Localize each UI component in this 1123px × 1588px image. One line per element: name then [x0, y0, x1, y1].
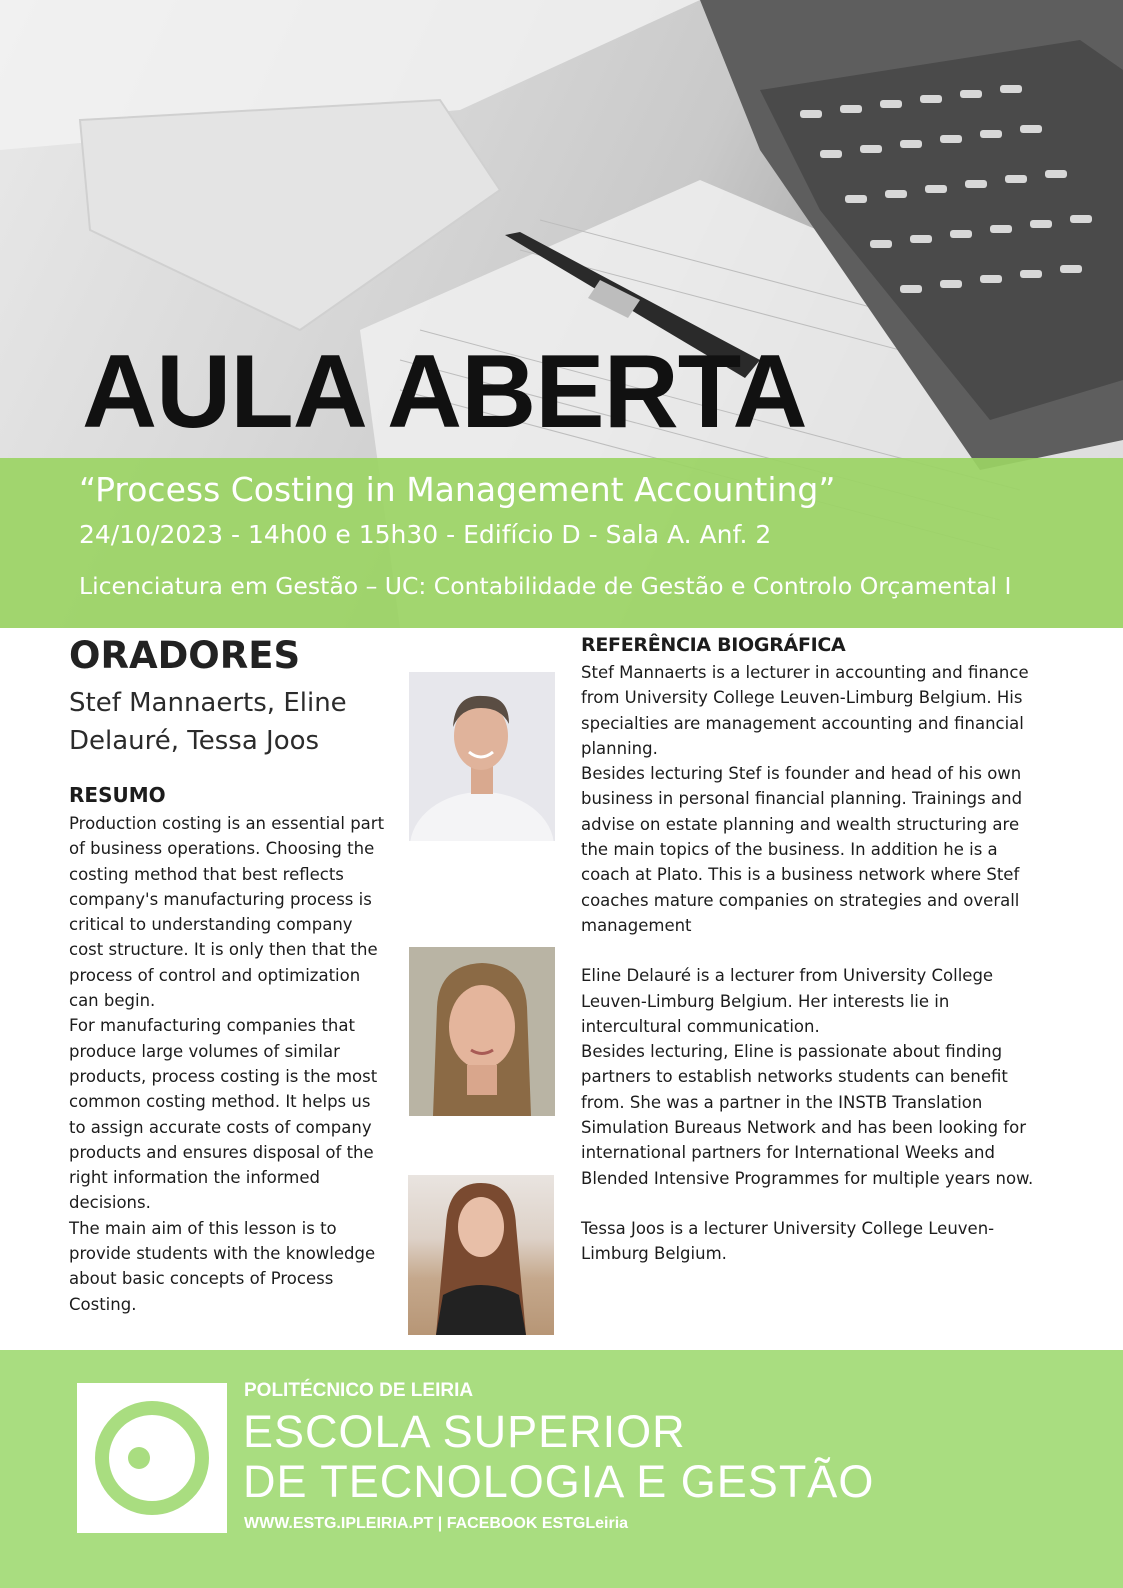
summary-paragraph: The main aim of this lesson is to provide students with the knowledge about basic concepts of Process Costing. — [69, 1218, 376, 1314]
summary-text — [69, 811, 385, 1317]
bio-paragraph-eline: Eline Delauré is a lecturer from University College Leuven-Limburg Belgium. Her interests lie in intercultural communication. — [581, 966, 994, 1036]
event-title: AULA ABERTA — [82, 334, 807, 450]
school-name-line2: DE TECNOLOGIA E GESTÃO — [243, 1456, 875, 1507]
header-banner — [0, 0, 1123, 628]
bio-text — [581, 660, 1036, 1267]
bio-paragraph-eline: Besides lecturing, Eline is passionate about finding partners to establish networks students can benefit from. She was a partner in the INSTB Translation Simulation Bureaus Network and has been looking for international partners for International Weeks and Blended Intensive Programmes for multiple years now. — [581, 1042, 1034, 1188]
bio-heading: REFERÊNCIA BIOGRÁFICA — [581, 634, 846, 656]
speaker-photo-tessa — [408, 1175, 554, 1335]
school-logo — [77, 1383, 227, 1533]
talk-title: “Process Costing in Management Accounting” — [79, 470, 836, 509]
event-info-band — [0, 458, 1123, 628]
speaker-photo-stef — [409, 672, 555, 841]
summary-paragraph: For manufacturing companies that produce large volumes of similar products, process costing is the most common costing method. It helps us to assign accurate costs of company products and ensures disposal of the right information the informed decisions. — [69, 1016, 378, 1213]
speakers-heading: ORADORES — [69, 634, 301, 677]
website-facebook-link[interactable]: WWW.ESTG.IPLEIRIA.PT | FACEBOOK ESTGLeiria — [244, 1515, 629, 1532]
summary-heading: RESUMO — [69, 783, 166, 807]
date-time-location: 24/10/2023 - 14h00 e 15h30 - Edifício D - Sala A. Anf. 2 — [79, 520, 772, 549]
bio-paragraph-stef: Stef Mannaerts is a lecturer in accounting and finance from University College Leuven-Limburg Belgium. His specialties are management accounting and financial planning. — [581, 663, 1029, 758]
footer — [0, 1350, 1123, 1588]
bio-paragraph-stef: Besides lecturing Stef is founder and head of his own business in personal financial planning. Trainings and advise on estate planning and wealth structuring are the main topics of the business. In addition he is a coach at Plato. This is a business network where Stef coaches mature companies on strategies and overall management — [581, 764, 1023, 935]
course-info: Licenciatura em Gestão – UC: Contabilidade de Gestão e Controlo Orçamental I — [79, 572, 1012, 600]
speaker-names: Stef Mannaerts, Eline Delauré, Tessa Joos — [69, 688, 347, 756]
summary-paragraph: Production costing is an essential part of business operations. Choosing the costing method that best reflects company's manufacturing process is critical to understanding company cost structure. It is only then that the process of control and optimization can begin. — [69, 814, 385, 1011]
speaker-photo-eline — [409, 947, 555, 1116]
institution-name: POLITÉCNICO DE LEIRIA — [244, 1380, 474, 1401]
bio-paragraph-tessa: Tessa Joos is a lecturer University College Leuven-Limburg Belgium. — [581, 1218, 995, 1264]
school-name-line1: ESCOLA SUPERIOR — [243, 1406, 686, 1457]
